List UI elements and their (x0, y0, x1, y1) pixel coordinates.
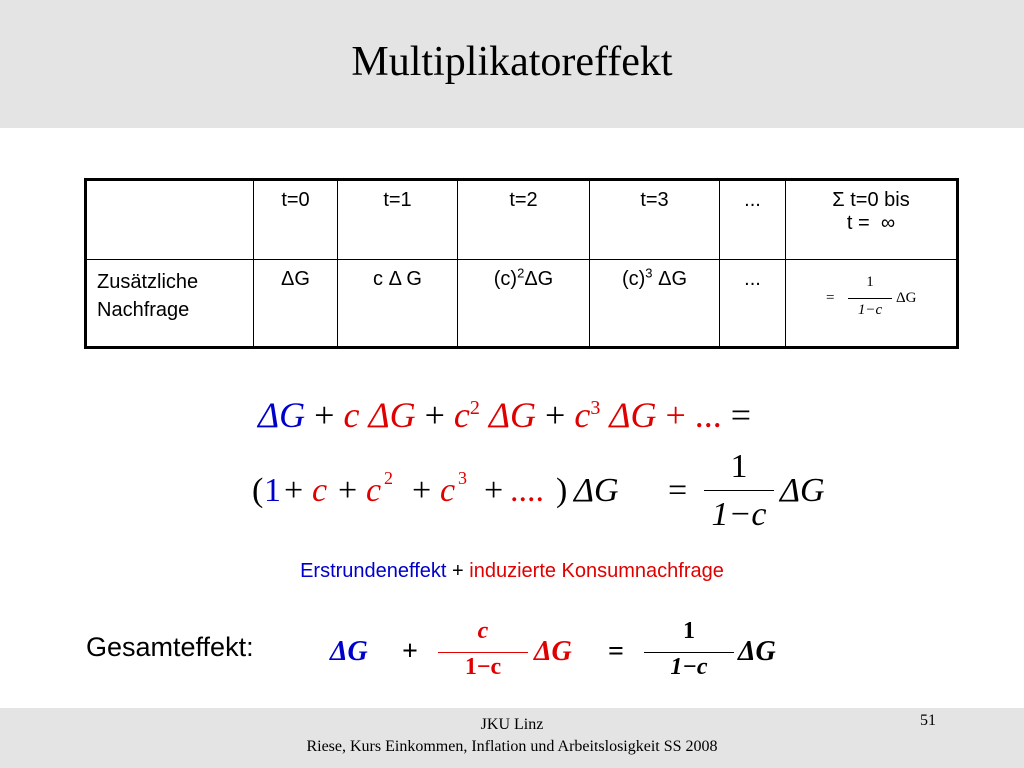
eq2-plus2: + (338, 472, 358, 509)
header-sum-line1: Σ t=0 bis (832, 189, 910, 211)
table-corner-cell (86, 180, 254, 260)
gesamteffekt-formula (330, 612, 820, 692)
header-sum (786, 180, 958, 260)
eq2-paren-open: ( (252, 472, 264, 509)
ges-fraction-bar-1 (438, 652, 528, 653)
eq2-fraction-bar (704, 490, 774, 491)
eq2-exp3: 3 (458, 468, 467, 488)
header-t0: t=0 (254, 180, 338, 260)
eq2-dots: .... (510, 472, 544, 509)
gesamteffekt-label: Gesamteffekt: (86, 632, 254, 662)
legend-erstrunde: Erstrundeneffekt (300, 560, 447, 582)
header-t2: t=2 (458, 180, 590, 260)
sum-eq: = (826, 290, 835, 306)
footer-course: Riese, Kurs Einkommen, Inflation und Arbeitslosigkeit SS 2008 (306, 738, 718, 755)
title-bar (0, 0, 1024, 128)
eq1-dg3: ΔG (488, 395, 537, 435)
ges-num-1: 1 (683, 618, 695, 644)
eq2-one: 1 (264, 472, 281, 509)
eq1-eq: = (730, 395, 752, 435)
eq2-c1: c (312, 472, 328, 509)
eq1-exp2: 2 (469, 397, 480, 419)
cell-t2-exp: 2 (517, 265, 525, 281)
footer-institution: JKU Linz (480, 716, 544, 733)
eq2-paren-close: ) (556, 472, 568, 509)
eq1-plus1: + (314, 395, 335, 435)
eq1-c1: c (343, 395, 360, 435)
eq2-num: 1 (730, 448, 748, 485)
eq1-plus3: + (545, 395, 566, 435)
table-row-nachfrage (86, 260, 958, 348)
effect-legend (0, 560, 1024, 583)
ges-eq: = (608, 636, 624, 667)
equation-line-2 (252, 448, 852, 538)
eq1-dots: ... (694, 395, 722, 435)
eq1-dg4: ΔG (609, 395, 657, 435)
legend-induziert: induzierte Konsumnachfrage (469, 560, 724, 582)
header-t1: t=1 (338, 180, 458, 260)
sum-formula (790, 268, 952, 328)
eq2-c3: c (440, 472, 456, 509)
eq2-den: 1−c (711, 496, 767, 533)
cell-sum-formula (786, 260, 958, 348)
eq2-exp2: 2 (384, 468, 393, 488)
cell-t2 (458, 260, 590, 348)
sum-den: 1−c (857, 302, 883, 318)
legend-plus: + (446, 560, 470, 582)
eq2-plus3: + (412, 472, 432, 509)
table-header-row (86, 180, 958, 260)
sum-num: 1 (866, 274, 874, 290)
multiplier-table (84, 178, 959, 349)
header-t3: t=3 (590, 180, 720, 260)
eq2-plus1: + (284, 472, 304, 509)
cell-t3-tail: ΔG (652, 268, 688, 290)
eq1-dg2: ΔG (368, 395, 416, 435)
sum-tail: ΔG (896, 290, 917, 306)
slide-number: 51 (920, 712, 936, 729)
eq2-dg: ΔG (574, 472, 619, 509)
cell-t3 (590, 260, 720, 348)
eq2-tail: ΔG (780, 472, 825, 509)
eq1-plus2: + (424, 395, 445, 435)
cell-t1: c Δ G (338, 260, 458, 348)
sum-fraction-bar (848, 298, 892, 299)
footer-bar (0, 708, 1024, 768)
ges-fraction-bar-2 (644, 652, 734, 653)
eq1-c3: c (574, 395, 591, 435)
eq1-dg1: ΔG (258, 395, 306, 435)
slide-title: Multiplikatoreffekt (351, 39, 673, 85)
ges-dg1: ΔG (330, 636, 368, 667)
ges-dg3: ΔG (738, 636, 776, 667)
row-label-line2: Nachfrage (97, 299, 190, 321)
row-label-line1: Zusätzliche (97, 271, 199, 293)
eq1-exp3: 3 (590, 397, 601, 419)
eq2-eq: = (668, 472, 688, 509)
header-dots: ... (720, 180, 786, 260)
eq2-plus4: + (484, 472, 504, 509)
cell-t0: ΔG (254, 260, 338, 348)
ges-den-1: 1−c (670, 654, 708, 680)
eq1-c2: c (453, 395, 470, 435)
eq2-c2: c (366, 472, 382, 509)
cell-t2-tail: ΔG (524, 268, 554, 290)
ges-dg2: ΔG (534, 636, 572, 667)
cell-dots: ... (720, 260, 786, 348)
ges-plus: + (402, 636, 418, 667)
ges-num-c: c (477, 618, 489, 644)
ges-den-c: 1−c (464, 654, 502, 680)
row-label (86, 260, 254, 348)
eq1-plus4: + (665, 395, 686, 435)
equation-line-1 (258, 394, 751, 436)
header-sum-line2: t = ∞ (846, 212, 896, 234)
cell-t2-base: (c) (493, 268, 518, 290)
cell-t3-base: (c) (621, 268, 646, 290)
cell-t3-exp: 3 (645, 265, 653, 281)
